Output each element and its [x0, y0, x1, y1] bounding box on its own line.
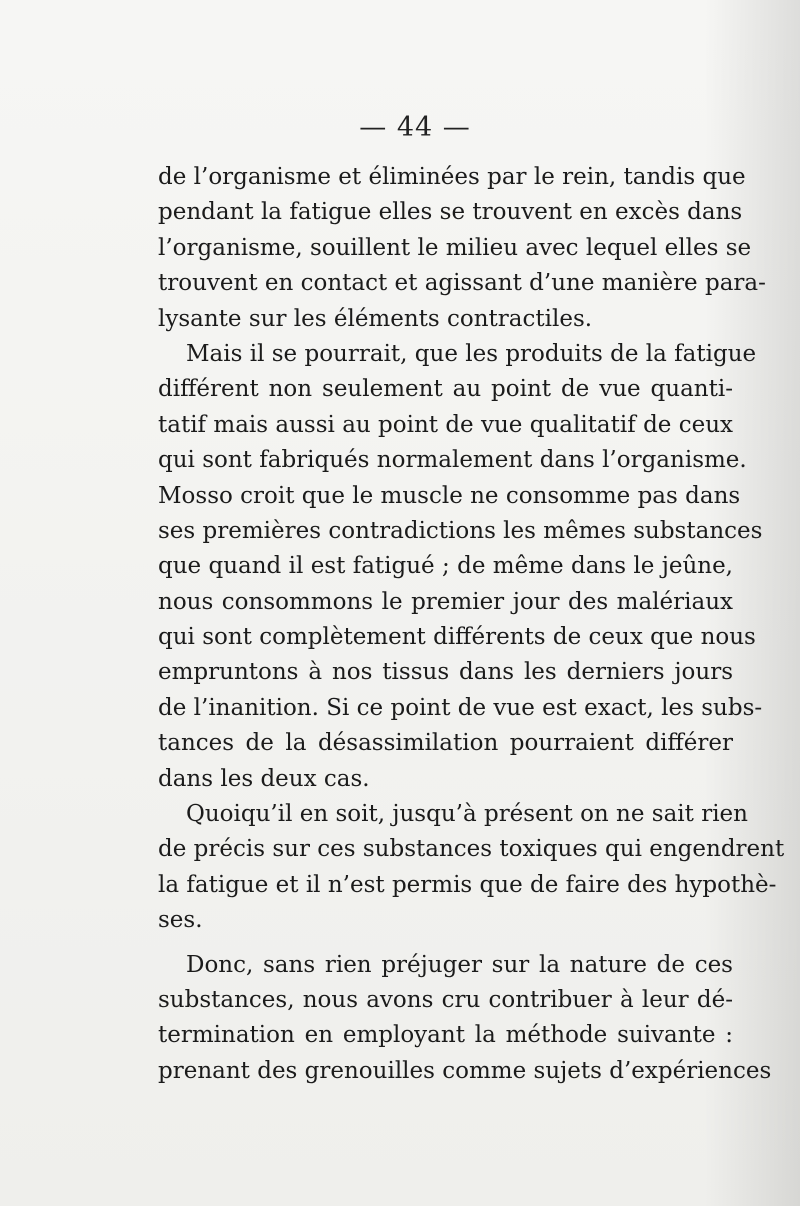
text-line: ses premières contradictions les mêmes substances	[158, 517, 763, 544]
text-line: différent non seulement au point de vue quanti-	[158, 376, 733, 403]
text-line: substances, nous avons cru contribuer à leur dé-	[158, 986, 733, 1013]
text-line: Mais il se pourrait, que les produits de la fatigue	[186, 340, 757, 367]
text-line: tances de la désassimilation pourraient différer	[158, 730, 733, 757]
page-number: — 44 —	[359, 112, 471, 143]
text-line: nous consommons le premier jour des malériaux	[158, 588, 733, 615]
text-line: Donc, sans rien préjuger sur la nature de ces	[186, 951, 733, 978]
text-line: de précis sur ces substances toxiques qui engendrent	[158, 836, 785, 863]
text-line: prenant des grenouilles comme sujets d’expériences	[158, 1057, 772, 1084]
text-line: dans les deux cas.	[158, 765, 370, 792]
text-line: empruntons à nos tissus dans les derniers jours	[158, 659, 733, 686]
text-line: qui sont fabriqués normalement dans l’organisme.	[158, 447, 747, 474]
text-line: pendant la fatigue elles se trouvent en excès dans	[158, 199, 743, 226]
text-line: termination en employant la méthode suivante :	[158, 1022, 733, 1049]
body-text	[158, 160, 785, 1089]
text-line: de l’organisme et éliminées par le rein, tandis que	[158, 164, 746, 190]
text-line: Mosso croit que le muscle ne consomme pas dans	[158, 482, 741, 509]
text-line: tatif mais aussi au point de vue qualitatif de ceux	[158, 411, 733, 438]
text-line: lysante sur les éléments contractiles.	[158, 305, 593, 332]
text-line: qui sont complètement différents de ceux que nous	[158, 624, 756, 651]
text-line: Quoiqu’il en soit, jusqu’à présent on ne sait rien	[186, 801, 748, 828]
text-line: l’organisme, souillent le milieu avec lequel elles se	[158, 234, 752, 261]
text-line: que quand il est fatigué ; de même dans le jeûne,	[158, 553, 733, 580]
text-line: la fatigue et il n’est permis que de faire des hypothè-	[158, 871, 777, 898]
text-line: ses.	[158, 907, 203, 934]
text-line: de l’inanition. Si ce point de vue est exact, les subs-	[158, 694, 763, 721]
text-line: trouvent en contact et agissant d’une manière para-	[158, 270, 766, 297]
